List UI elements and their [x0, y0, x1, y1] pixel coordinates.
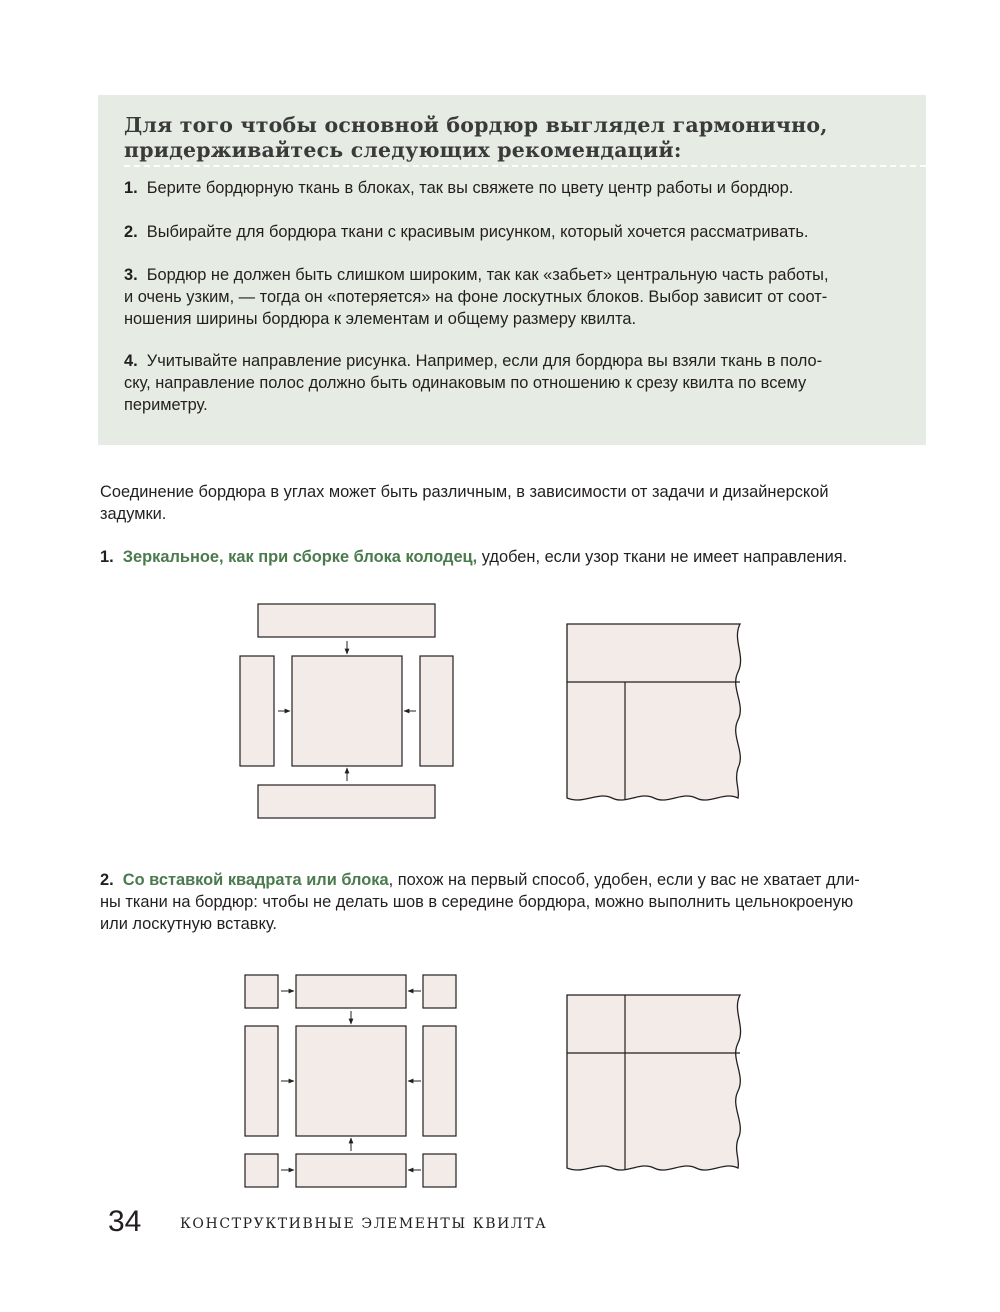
tip-item-number: 4. [124, 352, 138, 370]
method-1-paragraph [100, 546, 930, 568]
corner-square [245, 975, 278, 1008]
method-2-paragraph [100, 869, 930, 935]
top-border-strip [296, 975, 406, 1008]
quilt-corner-shape [567, 624, 741, 800]
corner-square [423, 1154, 456, 1187]
tip-item-text: периметру. [124, 396, 208, 414]
method-number: 2. [100, 871, 114, 889]
tip-item-text: Выбирайте для бордюра ткани с красивым рисунком, который хочется рассматривать. [146, 223, 809, 241]
tip-title-line: придерживайтесь следующих рекомендаций: [124, 138, 682, 162]
running-title: КОНСТРУКТИВНЫЕ ЭЛЕМЕНТЫ КВИЛТА [180, 1216, 548, 1232]
intro-line: Соединение бордюра в углах может быть различным, в зависимости от задачи и дизайнерской [100, 483, 829, 501]
method-text: ны ткани на бордюр: чтобы не делать шов в середине бордюра, можно выполнить цельнокроеную [100, 893, 854, 911]
method-highlight: Со вставкой квадрата или блока [122, 871, 389, 889]
tip-item-number: 2. [124, 223, 138, 241]
figure-mirrored-corner-assembled [560, 620, 750, 805]
figure-corner-square-assembled [560, 990, 750, 1175]
right-border-strip [423, 1026, 456, 1136]
tip-box [98, 95, 926, 445]
tip-item-text: и очень узким, — тогда он «потеряется» на фоне лоскутных блоков. Выбор зависит от соот- [124, 288, 828, 306]
right-border-strip [420, 656, 453, 766]
method-text: или лоскутную вставку. [100, 915, 277, 933]
dashed-divider [124, 165, 926, 167]
tip-item-text: Учитывайте направление рисунка. Например, если для бордюра вы взяли ткань в поло- [146, 352, 823, 370]
tip-item-3 [124, 264, 894, 330]
method-number: 1. [100, 548, 114, 566]
left-border-strip [240, 656, 274, 766]
center-block [292, 656, 402, 766]
intro-paragraph [100, 481, 930, 525]
tip-item-number: 3. [124, 266, 138, 284]
bottom-border-strip [258, 785, 435, 818]
tip-item-4 [124, 350, 894, 416]
corner-square [245, 1154, 278, 1187]
intro-line: задумки. [100, 505, 167, 523]
method-highlight: Зеркальное, как при сборке блока колодец, [122, 548, 478, 566]
quilt-corner-shape [567, 995, 741, 1170]
page-number: 34 [108, 1205, 142, 1238]
bottom-border-strip [296, 1154, 406, 1187]
method-text: удобен, если узор ткани не имеет направления. [477, 548, 848, 566]
tip-item-text: Бордюр не должен быть слишком широким, так как «забьет» центральную часть работы, [146, 266, 829, 284]
method-text: , похож на первый способ, удобен, если у вас не хватает дли- [388, 871, 860, 889]
tip-item-1 [124, 177, 894, 199]
tip-title [124, 113, 904, 163]
tip-item-text: Берите бордюрную ткань в блоках, так вы свяжете по цвету центр работы и бордюр. [146, 179, 794, 197]
corner-square [423, 975, 456, 1008]
figure-mirrored-borders-exploded [230, 595, 470, 830]
tip-item-text: ску, направление полос должно быть одинаковым по отношению к срезу квилта по всему [124, 374, 807, 392]
figure-corner-square-exploded [235, 965, 470, 1195]
tip-item-2 [124, 221, 894, 243]
left-border-strip [245, 1026, 278, 1136]
tip-item-text: ношения ширины бордюра к элементам и общему размеру квилта. [124, 310, 637, 328]
top-border-strip [258, 604, 435, 637]
center-block [296, 1026, 406, 1136]
tip-item-number: 1. [124, 179, 138, 197]
tip-title-line: Для того чтобы основной бордюр выглядел гармонично, [124, 113, 828, 137]
